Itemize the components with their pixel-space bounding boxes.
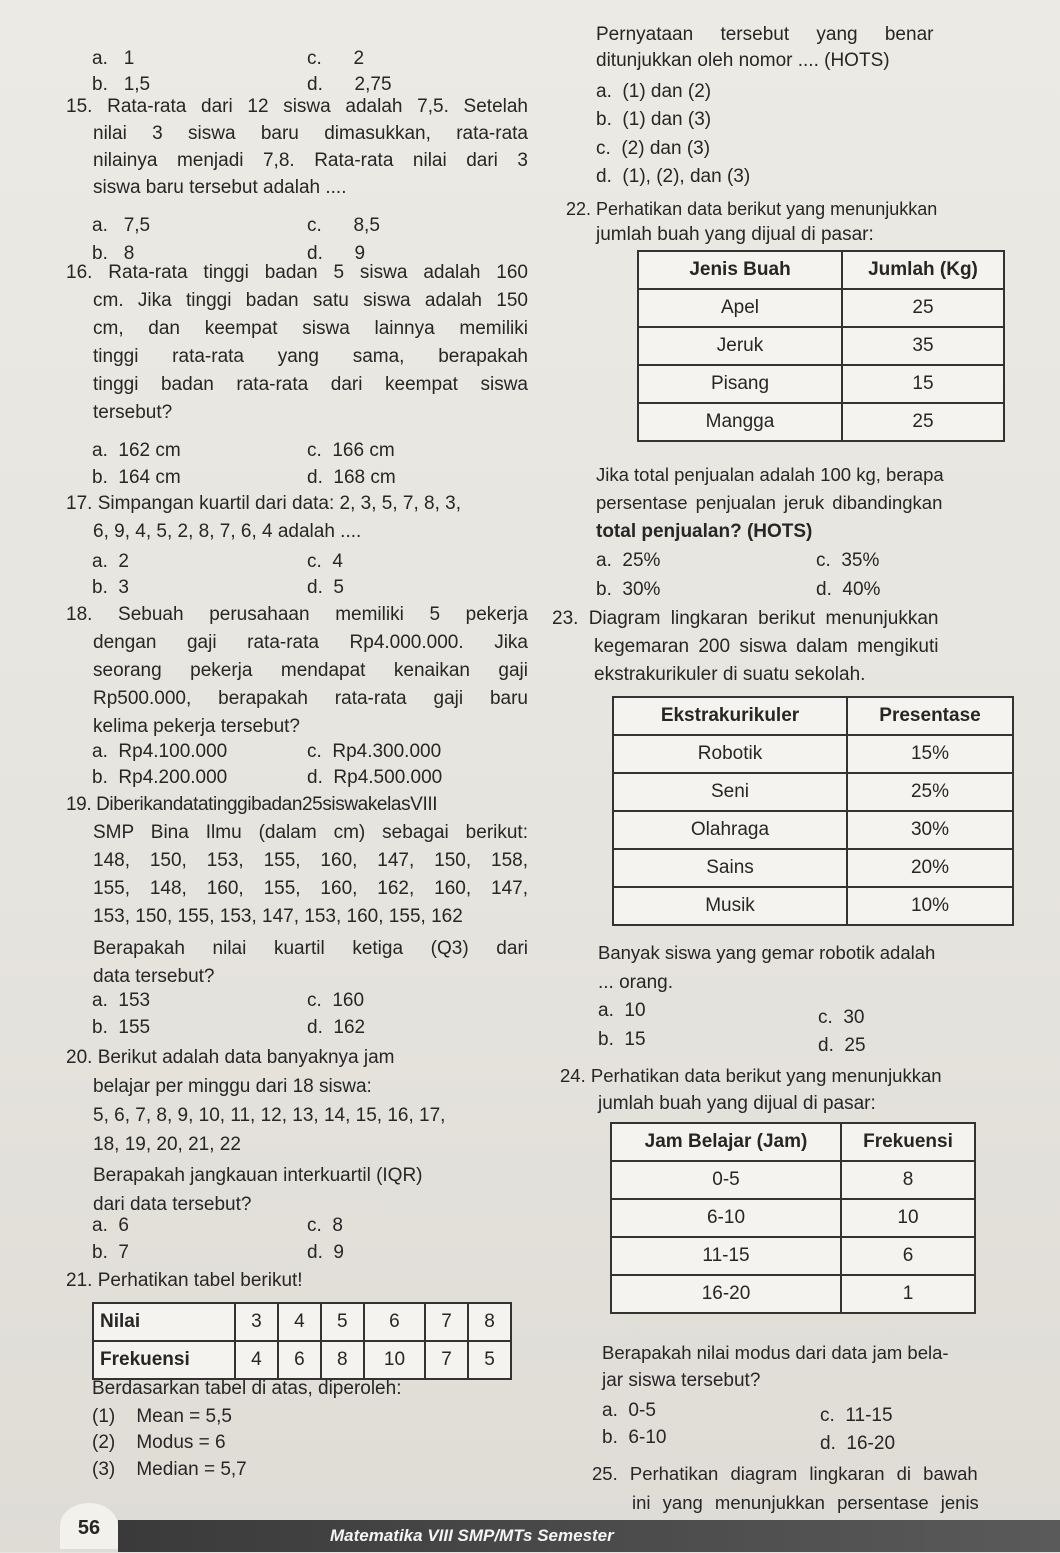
q14-option-b: b. 1,5 [92, 74, 151, 95]
table-cell: Frekuensi [93, 1341, 235, 1379]
q20-line: dari data tersebut? [93, 1194, 252, 1215]
table-cell: 16-20 [611, 1275, 841, 1313]
q17-option-a: a. 2 [92, 551, 129, 572]
table-header: Frekuensi [841, 1123, 975, 1161]
q19-line: 153, 150, 155, 153, 147, 153, 160, 155, 162 [93, 906, 463, 927]
table-cell: 8 [468, 1303, 511, 1341]
q22-question: total penjualan? (HOTS) [596, 521, 813, 542]
table-cell: 1 [841, 1275, 975, 1313]
q20-line: 5, 6, 7, 8, 9, 10, 11, 12, 13, 14, 15, 16, 17, [93, 1105, 446, 1126]
q20-line: 18, 19, 20, 21, 22 [93, 1134, 241, 1155]
q19-line: SMP Bina Ilmu (dalam cm) sebagai berikut: [93, 822, 528, 843]
q17-line: 6, 9, 4, 5, 2, 8, 7, 6, 4 adalah .... [93, 521, 362, 542]
table-cell: Sains [613, 849, 847, 887]
table-cell: 5 [321, 1303, 364, 1341]
table-header: Jenis Buah [638, 251, 842, 289]
q17-option-c: c. 4 [307, 551, 343, 572]
q18-line: dengan gaji rata-rata Rp4.000.000. Jika [93, 632, 528, 653]
q16-line: tersebut? [93, 402, 173, 423]
q24-option-a: a. 0-5 [602, 1400, 656, 1421]
q14-option-a: a. 1 [92, 48, 135, 69]
table-cell: 6 [278, 1341, 321, 1379]
question-16 [66, 259, 528, 427]
table-row [93, 1341, 511, 1379]
q21-frequency-table [92, 1302, 512, 1380]
table-cell: 0-5 [611, 1161, 841, 1199]
q24-option-d: d. 16-20 [820, 1433, 896, 1454]
q23-option-c: c. 30 [818, 1007, 865, 1028]
q19-line: 148, 150, 153, 155, 160, 147, 150, 158, [93, 850, 528, 871]
q23-heading: kegemaran 200 siswa dalam mengikuti [594, 636, 939, 657]
q22-option-c: c. 35% [816, 550, 880, 571]
q16-line: cm. Jika tinggi badan satu siswa adalah 150 [93, 290, 528, 311]
q23-option-a: a. 10 [598, 1000, 646, 1021]
q14-option-d: d. 2,75 [307, 74, 392, 95]
table-cell: 10% [847, 887, 1013, 925]
q18-line: seorang pekerja mendapat kenaikan gaji [93, 660, 528, 681]
table-cell: 6-10 [611, 1199, 841, 1237]
q16-option-b: b. 164 cm [92, 467, 181, 488]
q17-line: 17. Simpangan kuartil dari data: 2, 3, 5, 7, 8, 3, [66, 493, 462, 514]
table-cell: 8 [321, 1341, 364, 1379]
table-cell: 3 [235, 1303, 278, 1341]
table-cell: Nilai [93, 1303, 235, 1341]
table-cell: 25 [842, 289, 1004, 327]
q17-option-b: b. 3 [92, 577, 129, 598]
table-row [613, 849, 1013, 887]
q22-option-a: a. 25% [596, 550, 661, 571]
q22-question: Jika total penjualan adalah 100 kg, berapa [596, 464, 944, 485]
q22-heading: jumlah buah yang dijual di pasar: [596, 224, 874, 245]
table-cell: Jeruk [638, 327, 842, 365]
q25-heading: 25. Perhatikan diagram lingkaran di bawah [592, 1463, 978, 1484]
q15-option-d: d. 9 [307, 243, 366, 264]
table-cell: Mangga [638, 403, 842, 441]
table-header: Jumlah (Kg) [842, 251, 1004, 289]
book-title: Matematika VIII SMP/MTs Semester [330, 1526, 614, 1545]
q20-option-c: c. 8 [307, 1215, 343, 1236]
table-header-row [611, 1123, 975, 1161]
q18-option-d: d. Rp4.500.000 [307, 767, 443, 788]
q22-option-d: d. 40% [816, 579, 881, 600]
table-cell: 11-15 [611, 1237, 841, 1275]
table-cell: Apel [638, 289, 842, 327]
table-cell: 5 [468, 1341, 511, 1379]
table-row [638, 289, 1004, 327]
q16-option-c: c. 166 cm [307, 440, 395, 461]
table-row [611, 1275, 975, 1313]
q23-extracurricular-table [612, 696, 1014, 926]
q22-heading: 22. Perhatikan data berikut yang menunjukkan [566, 199, 938, 219]
table-row [613, 773, 1013, 811]
q18-option-c: c. Rp4.300.000 [307, 741, 442, 762]
q19-line: data tersebut? [93, 966, 215, 987]
q20-option-b: b. 7 [92, 1242, 129, 1263]
q15-line: siswa baru tersebut adalah .... [93, 177, 347, 198]
q19-option-a: a. 153 [92, 990, 151, 1011]
q20-option-a: a. 6 [92, 1215, 129, 1236]
table-cell: 7 [425, 1303, 468, 1341]
q24-question: jar siswa tersebut? [602, 1370, 761, 1391]
q19-option-c: c. 160 [307, 990, 365, 1011]
question-20 [66, 1043, 528, 1219]
question-18 [66, 601, 528, 741]
table-cell: 6 [841, 1237, 975, 1275]
q19-line: 155, 148, 160, 155, 160, 162, 160, 147, [93, 878, 528, 899]
q18-option-a: a. Rp4.100.000 [92, 741, 228, 762]
table-cell: 25% [847, 773, 1013, 811]
table-header: Ekstrakurikuler [613, 697, 847, 735]
q15-option-c: c. 8,5 [307, 215, 380, 236]
q15-line: 15. Rata-rata dari 12 siswa adalah 7,5. Setelah [66, 96, 528, 117]
q18-line: Rp500.000, berapakah rata-rata gaji baru [93, 688, 528, 709]
table-cell: 15 [842, 365, 1004, 403]
table-cell: Pisang [638, 365, 842, 403]
q19-line: 19. Diberikandatatinggibadan25siswakelasVIII [66, 794, 438, 815]
q15-option-b: b. 8 [92, 243, 135, 264]
q19-option-d: d. 162 [307, 1017, 366, 1038]
table-header: Presentase [847, 697, 1013, 735]
table-row [638, 327, 1004, 365]
table-cell: 6 [364, 1303, 425, 1341]
question-19 [66, 791, 528, 991]
q15-line: nilainya menjadi 7,8. Rata-rata nilai dari 3 [93, 150, 528, 171]
q21-continuation: Pernyataan tersebut yang benar [596, 24, 934, 45]
q23-option-d: d. 25 [818, 1035, 866, 1056]
q18-line: kelima pekerja tersebut? [93, 716, 300, 737]
table-row [613, 735, 1013, 773]
q23-option-b: b. 15 [598, 1029, 646, 1050]
q21-continuation: ditunjukkan oleh nomor .... (HOTS) [596, 50, 890, 71]
table-cell: 20% [847, 849, 1013, 887]
q25-heading: ini yang menunjukkan persentase jenis [632, 1492, 979, 1513]
q20-line: Berapakah jangkauan interkuartil (IQR) [93, 1165, 423, 1186]
q21-statement-2: (2) Modus = 6 [92, 1432, 226, 1453]
table-cell: 30% [847, 811, 1013, 849]
table-row [613, 811, 1013, 849]
table-row [611, 1161, 975, 1199]
q14-option-c: c. 2 [307, 48, 365, 69]
q20-line: belajar per minggu dari 18 siswa: [93, 1076, 372, 1097]
q24-heading: 24. Perhatikan data berikut yang menunjukkan [560, 1065, 942, 1086]
q20-line: 20. Berikut adalah data banyaknya jam [66, 1047, 395, 1068]
q23-heading: ekstrakurikuler di suatu sekolah. [594, 664, 866, 685]
question-17 [66, 490, 528, 546]
q15-option-a: a. 7,5 [92, 215, 151, 236]
q21-statement-intro: Berdasarkan tabel di atas, diperoleh: [92, 1378, 402, 1399]
page-number: 56 [60, 1503, 118, 1549]
table-row [638, 403, 1004, 441]
q21-option-c: c. (2) dan (3) [596, 138, 711, 159]
q16-line: 16. Rata-rata tinggi badan 5 siswa adalah 160 [66, 262, 528, 283]
q23-question: Banyak siswa yang gemar robotik adalah [598, 942, 936, 963]
table-header-row [613, 697, 1013, 735]
table-cell: 35 [842, 327, 1004, 365]
table-cell: Olahraga [613, 811, 847, 849]
q16-option-a: a. 162 cm [92, 440, 181, 461]
q20-option-d: d. 9 [307, 1242, 344, 1263]
table-row [93, 1303, 511, 1341]
q21-heading: 21. Perhatikan tabel berikut! [66, 1270, 303, 1291]
table-cell: 25 [842, 403, 1004, 441]
table-row [613, 887, 1013, 925]
question-15 [66, 93, 528, 201]
q17-option-d: d. 5 [307, 577, 344, 598]
q24-study-hours-table [610, 1122, 976, 1314]
table-row [611, 1237, 975, 1275]
q22-fruit-table [637, 250, 1005, 442]
q19-option-b: b. 155 [92, 1017, 151, 1038]
q16-line: tinggi badan rata-rata dari keempat siswa [93, 374, 528, 395]
q21-option-d: d. (1), (2), dan (3) [596, 166, 751, 187]
q23-heading: 23. Diagram lingkaran berikut menunjukkan [552, 608, 939, 629]
q16-option-d: d. 168 cm [307, 467, 396, 488]
table-cell: Musik [613, 887, 847, 925]
q16-line: tinggi rata-rata yang sama, berapakah [93, 346, 528, 367]
table-header: Jam Belajar (Jam) [611, 1123, 841, 1161]
q24-heading: jumlah buah yang dijual di pasar: [598, 1093, 876, 1114]
table-cell: 15% [847, 735, 1013, 773]
table-cell: Robotik [613, 735, 847, 773]
q23-question: ... orang. [598, 972, 673, 993]
q21-option-a: a. (1) dan (2) [596, 81, 712, 102]
table-cell: Seni [613, 773, 847, 811]
table-cell: 7 [425, 1341, 468, 1379]
q18-option-b: b. Rp4.200.000 [92, 767, 228, 788]
q18-line: 18. Sebuah perusahaan memiliki 5 pekerja [66, 604, 528, 625]
table-cell: 10 [364, 1341, 425, 1379]
table-row [638, 365, 1004, 403]
table-cell: 8 [841, 1161, 975, 1199]
q22-option-b: b. 30% [596, 579, 661, 600]
table-row [611, 1199, 975, 1237]
q21-option-b: b. (1) dan (3) [596, 109, 712, 130]
q15-line: nilai 3 siswa baru dimasukkan, rata-rata [93, 123, 528, 144]
table-cell: 4 [235, 1341, 278, 1379]
q24-question: Berapakah nilai modus dari data jam bela- [602, 1342, 949, 1363]
table-header-row [638, 251, 1004, 289]
q21-statement-1: (1) Mean = 5,5 [92, 1406, 232, 1427]
q24-option-c: c. 11-15 [820, 1405, 893, 1426]
q24-option-b: b. 6-10 [602, 1427, 667, 1448]
q16-line: cm, dan keempat siswa lainnya memiliki [93, 318, 528, 339]
table-cell: 10 [841, 1199, 975, 1237]
q19-line: Berapakah nilai kuartil ketiga (Q3) dari [93, 938, 528, 959]
q21-statement-3: (3) Median = 5,7 [92, 1459, 247, 1480]
q22-question: persentase penjualan jeruk dibandingkan [596, 492, 943, 513]
table-cell: 4 [278, 1303, 321, 1341]
